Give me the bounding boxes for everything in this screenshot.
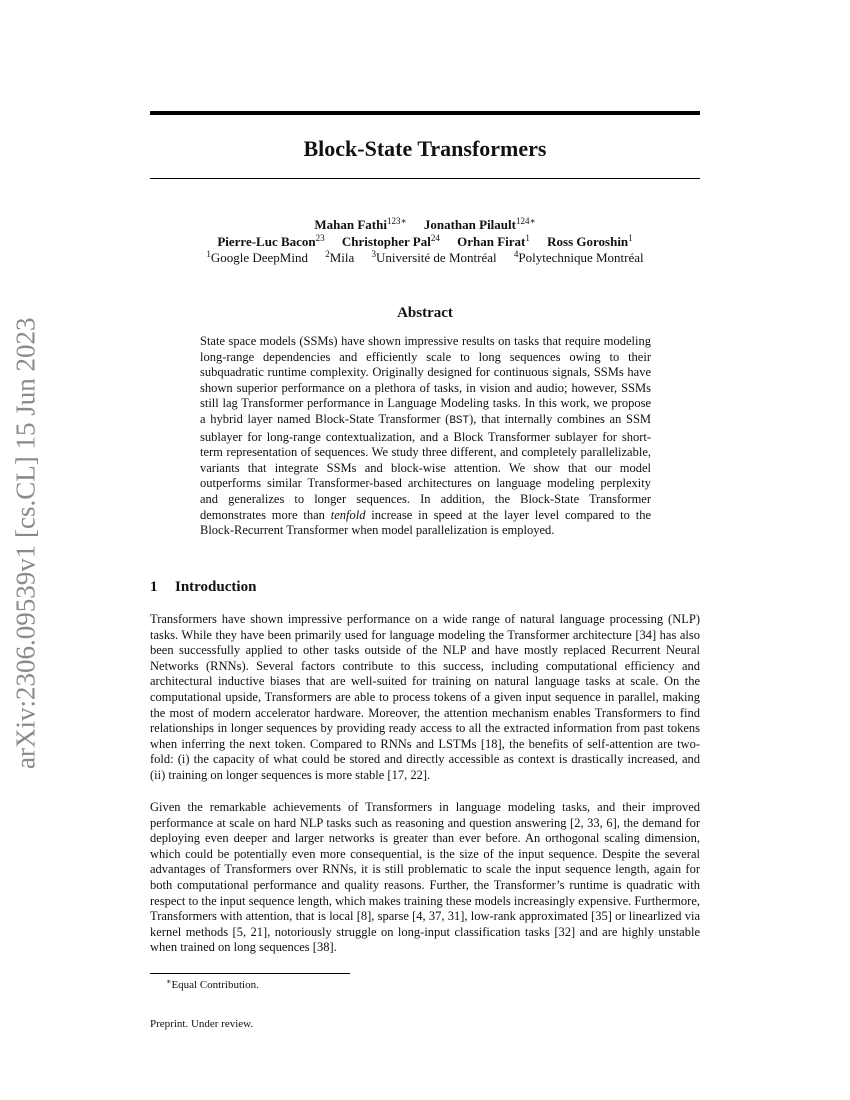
section-number: 1 [150,579,158,595]
bst-acronym: BST [449,414,470,427]
author-line-1 [150,216,700,234]
abstract-text: State space models (SSMs) have shown impressive results on tasks that require modeling long-range dependencies and efficiently scale to long sequences owing to their subquadratic runtime complexity. Originally designed for continuous signals, SSMs have shown superior performance on a plethora of tasks, in vision and audio; however, SSMs still lag Transformer performance in Language Modeling tasks. In this work, we propose a hybrid layer named Block-State Transformer (BST), that internally combines an SSM sublayer for long-range contextualization, and a Block Transformer sublayer for short-term representation of sequences. We study three different, and completely parallelizable, variants that integrate SSMs and block-wise attention. We show that our model outperforms similar Transformer-based architectures on language modeling perplexity and generalizes to longer sequences. In addition, the Block-State Transformer demonstrates more than tenfold increase in speed at the layer level compared to the Block-Recurrent Transformer when model parallelization is employed. [200,334,652,538]
author: Orhan Firat$^1$ [457,233,530,249]
section-title: Introduction [175,579,257,595]
arxiv-margin-identifier: arXiv:2306.09539v1 [cs.CL] 15 Jun 2023 [10,317,41,769]
footnote-mark: ∗ [166,977,172,986]
introduction-paragraph-1: Transformers have shown impressive performance on a wide range of natural language processing (NLP) tasks. While they have been primarily used for language modeling the Transformer architecture [34] has also been successfully applied to other tasks outside of the NLP and have mostly replaced Recurrent Neural Networks (RNNs). Several factors contribute to this success, including computational efficiency and architectural inductive biases that are well-suited for training on natural language tasks at scale. On the computational upside, Transformers are able to process tokens of a given input sequence in parallel, making the most of modern accelerator hardware. Moreover, the attention mechanism enables Transformers to find relationships in longer sequences by providing ready access to all the extracted information from past tokens when inferring the next token. Compared to RNNs and LSTMs [18], the benefits of self-attention are two-fold: (i) the capacity of what could be stored and directly accessible as context is drastically increased, and (ii) training on longer sequences is more stable [17, 22]. [150,612,700,782]
emphasis-tenfold: tenfold [330,507,366,522]
section-heading-introduction [150,576,256,598]
author: Ross Goroshin$^1$ [547,233,633,249]
paper-title: Block-State Transformers [303,136,547,161]
title-top-rule [150,111,700,115]
affiliation: $^1$Google DeepMind [206,249,308,265]
abstract-heading: Abstract [397,305,453,321]
author: Jonathan Pilault$^{124∗}$ [423,216,536,232]
title-bottom-rule [150,178,700,179]
affiliation: $^3$Université de Montréal [371,249,497,265]
footnote: ∗Equal Contribution. [166,977,259,991]
author: Mahan Fathi$^{123∗}$ [314,216,407,232]
affiliation: $^2$Mila [325,249,355,265]
introduction-paragraph-2: Given the remarkable achievements of Transformers in language modeling tasks, and their improved performance at scale on hard NLP tasks such as reasoning and question answering [2, 33, 6], the demand for deploying even deeper and larger networks is greater than ever before. An orthogonal scaling dimension, which could be potentially even more consequential, is the size of the input sequence. Despite the several advantages of Transformers over RNNs, it is still problematic to scale the input sequence length, again for both computational performance and quality reasons. Further, the Transformer’s runtime is quadratic with respect to the input sequence length, which makes training these models increasingly expensive. Furthermore, Transformers with attention, that is local [8], sparse [4, 37, 31], low-rank approximated [35] or linearlized via kernel methods [5, 21], notoriously struggle on long-input classification tasks [32] and are highly unstable when trained on long sequences [38]. [150,800,700,955]
author: Pierre-Luc Bacon$^{23}$ [217,233,325,249]
footnote-rule [150,973,350,974]
author: Christopher Pal$^{24}$ [341,233,440,249]
preprint-note: Preprint. Under review. [150,1018,254,1030]
affiliation: $^4$Polytechnique Montréal [513,249,644,265]
affiliations [150,249,700,267]
